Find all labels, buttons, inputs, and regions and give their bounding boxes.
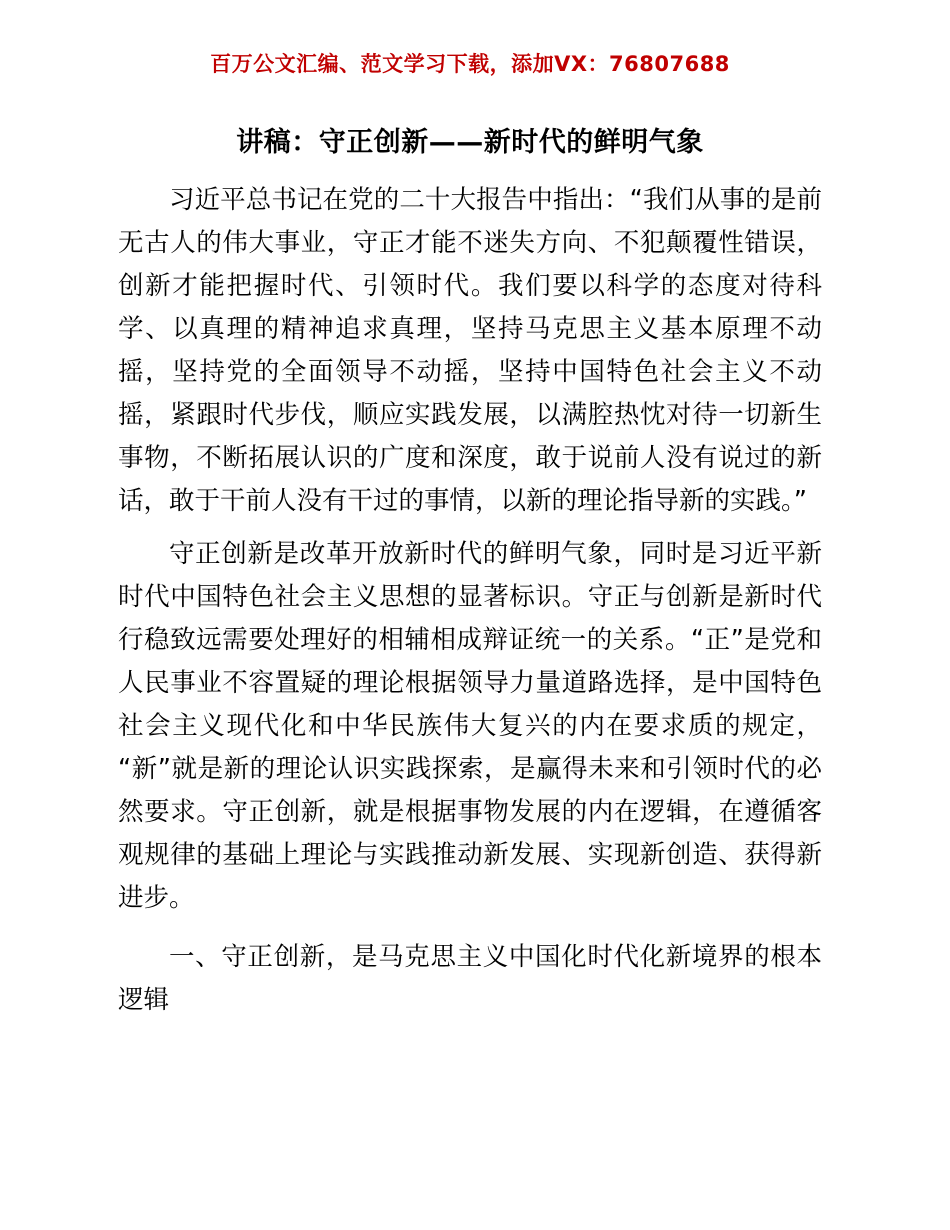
section-heading-1: 一、守正创新，是马克思主义中国化时代化新境界的根本逻辑 [118,942,822,1015]
page-title: 讲稿：守正创新——新时代的鲜明气象 [236,127,704,158]
body-paragraph-2: 守正创新是改革开放新时代的鲜明气象，同时是习近平新时代中国特色社会主义思想的显著标识。守正与创新是新时代行稳致远需要处理好的相辅相成辩证统一的关系。“正”是党和人民事业不容置疑的理论根据领导力量道路选择，是中国特色社会主义现代化和中华民族伟大复兴的内在要求质的规定，“新”就是新的理论认识实践探索，是赢得未来和引领时代的必然要求。守正创新，就是根据事物发展的内在逻辑，在遵循客观规律的基础上理论与实践推动新发展、实现新创造、获得新进步。 [118,539,822,913]
body-paragraph-1: 习近平总书记在党的二十大报告中指出：“我们从事的是前无古人的伟大事业，守正才能不迷失方向、不犯颠覆性错误，创新才能把握时代、引领时代。我们要以科学的态度对待科学、以真理的精神追求真理，坚持马克思主义基本原理不动摇，坚持党的全面领导不动摇，坚持中国特色社会主义不动摇，紧跟时代步伐，顺应实践发展，以满腔热忱对待一切新生事物，不断拓展认识的广度和深度，敢于说前人没有说过的新话，敢于干前人没有干过的事情，以新的理论指导新的实践。” [118,185,822,516]
watermark-banner: 百万公文汇编、范文学习下载，添加VX：76807688 [210,52,730,76]
